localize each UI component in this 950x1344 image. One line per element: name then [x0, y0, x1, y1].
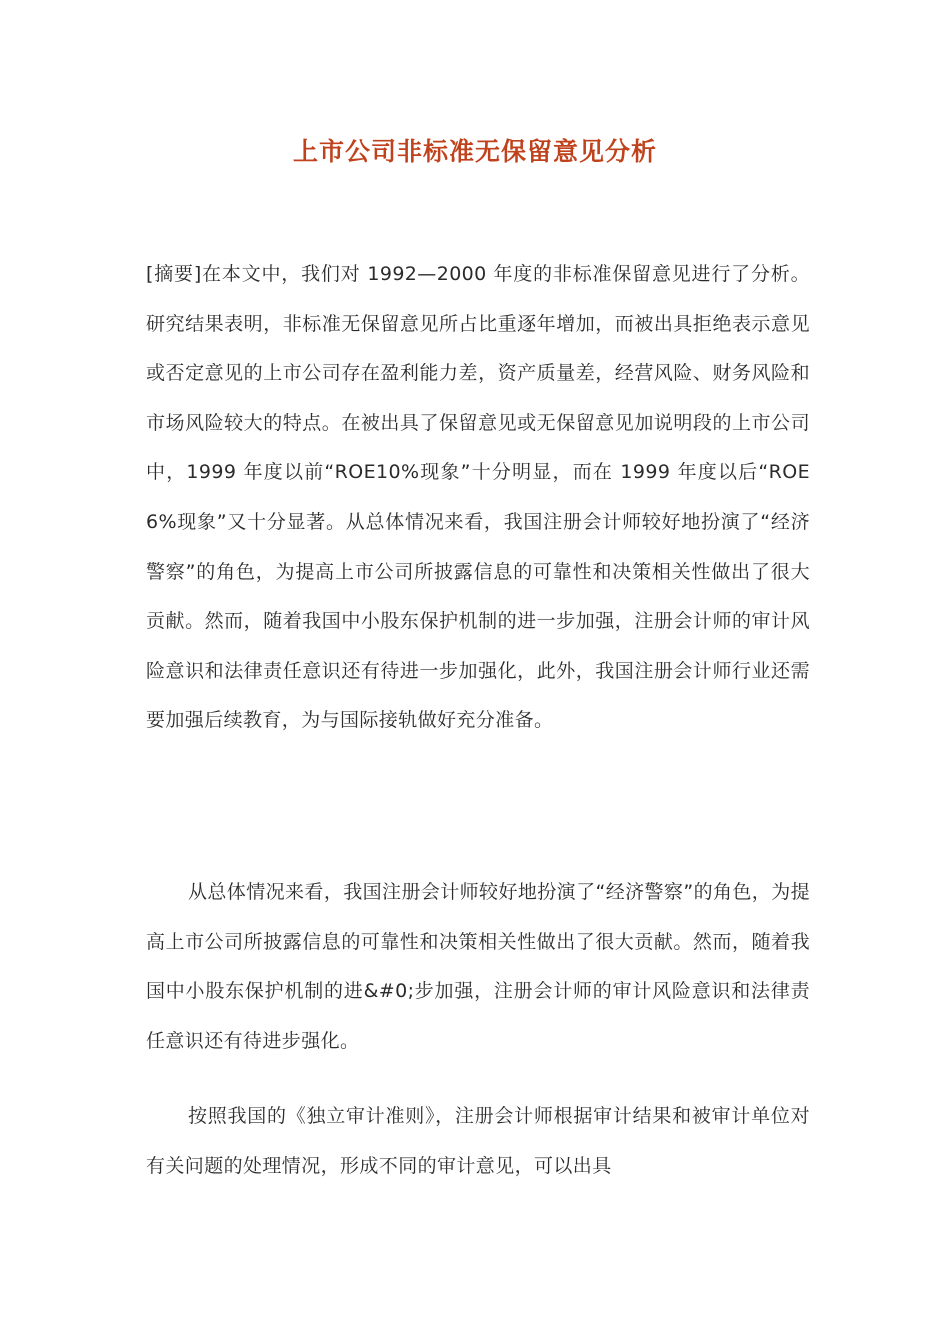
body-paragraph: 按照我国的《独立审计准则》，注册会计师根据审计结果和被审计单位对有关问题的处理情况，形成不同的审计意见，可以出具 [146, 1105, 810, 1177]
document-title: 上市公司非标准无保留意见分析 [292, 137, 657, 166]
body-paragraph: 从总体情况来看，我国注册会计师较好地扮演了“经济警察”的角色，为提高上市公司所披露信息的可靠性和决策相关性做出了很大贡献。然而，随着我国中小股东保护机制的进&#0;步加强，注册会计师的审计风险意识和法律责任意识还有待进步强化。 [146, 881, 810, 1052]
abstract-paragraph: [摘要]在本文中，我们对 1992—2000 年度的非标准保留意见进行了分析。研究结果表明，非标准无保留意见所占比重逐年增加，而被出具拒绝表示意见或否定意见的上市公司存在盈利能力差，资产质量差，经营风险、财务风险和市场风险较大的特点。在被出具了保留意见或无保留意见加说明段的上市公司中，1999 年度以前“ROE10%现象”十分明显，而在 1999 年度以后“ROE 6%现象”又十分显著。从总体情况来看，我国注册会计师较好地扮演了“经济警察”的角色，为提高上市公司所披露信息的可靠性和决策相关性做出了很大贡献。然而，随着我国中小股东保护机制的进一步加强，注册会计师的审计风险意识和法律责任意识还有待进一步加强化，此外，我国注册会计师行业还需要加强后续教育，为与国际接轨做好充分准备。 [146, 263, 810, 732]
